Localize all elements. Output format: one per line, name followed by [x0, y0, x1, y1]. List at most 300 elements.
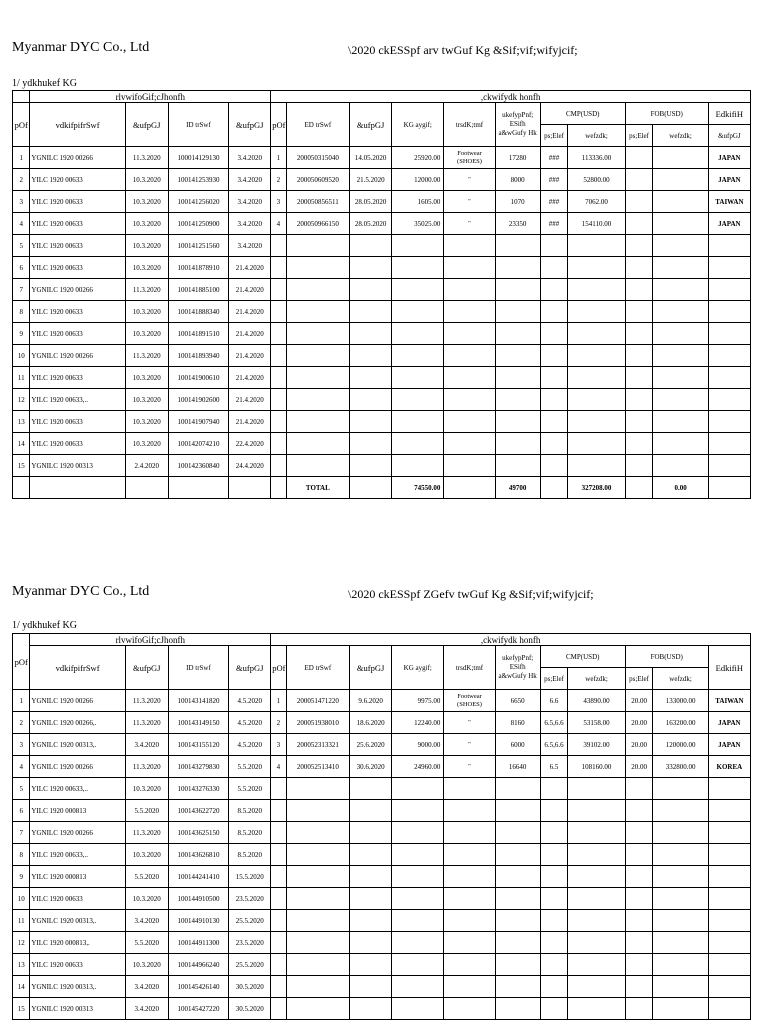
cmp-rate [540, 345, 568, 367]
ed-date [350, 998, 392, 1020]
row-number: 7 [13, 279, 30, 301]
ed-row-number: 3 [271, 734, 286, 756]
country [708, 455, 750, 477]
cmp-rate: 6.6 [540, 690, 568, 712]
ed-number [286, 455, 350, 477]
cmp-rate [540, 778, 568, 800]
quantity: 6000 [495, 734, 540, 756]
id-date: 5.5.2020 [229, 778, 271, 800]
cmp-rate: 6.5,6.6 [540, 712, 568, 734]
fob-value [653, 213, 708, 235]
item-type [444, 411, 495, 433]
fob-value [653, 389, 708, 411]
weight-kg: 9975.00 [392, 690, 444, 712]
id-number: 100143149150 [168, 712, 228, 734]
quantity: 16640 [495, 756, 540, 778]
license-number: YILC 1920 00633 [30, 169, 125, 191]
weight-kg: 25920.00 [392, 147, 444, 169]
cmp-rate: 6.5 [540, 756, 568, 778]
ed-row-number [271, 778, 286, 800]
country [708, 822, 750, 844]
row-number: 10 [13, 345, 30, 367]
cmp-rate [540, 279, 568, 301]
table-row [13, 213, 751, 235]
quantity [495, 954, 540, 976]
quantity [495, 279, 540, 301]
cmp-value [568, 257, 625, 279]
ed-number [286, 235, 350, 257]
cmp-value [568, 367, 625, 389]
table-row [13, 433, 751, 455]
fob-value: 163200.00 [653, 712, 708, 734]
weight-kg [392, 800, 444, 822]
row-number: 13 [13, 954, 30, 976]
col-header-date: &ufpGJ [229, 103, 271, 147]
col-header-no: pOf [271, 646, 286, 690]
cmp-rate [540, 822, 568, 844]
license-number: YILC 1920 00633 [30, 257, 125, 279]
license-date: 10.3.2020 [125, 888, 168, 910]
col-header-no: pOf [13, 634, 30, 690]
table-row [13, 712, 751, 734]
fob-value [653, 455, 708, 477]
weight-kg: 1605.00 [392, 191, 444, 213]
quantity [495, 932, 540, 954]
ed-number [286, 866, 350, 888]
id-number: 100141878910 [168, 257, 228, 279]
item-type: " [444, 169, 495, 191]
fob-rate [625, 433, 653, 455]
weight-kg: 35025.00 [392, 213, 444, 235]
row-number: 14 [13, 976, 30, 998]
fob-rate [625, 888, 653, 910]
fob-value [653, 235, 708, 257]
license-number: YGNILC 1920 00313,. [30, 910, 125, 932]
fob-value: 120000.00 [653, 734, 708, 756]
id-number: 100143276330 [168, 778, 228, 800]
cmp-rate [540, 800, 568, 822]
total-row [13, 477, 751, 499]
item-type [444, 954, 495, 976]
table-row [13, 910, 751, 932]
id-date: 25.5.2020 [229, 910, 271, 932]
license-date: 10.3.2020 [125, 433, 168, 455]
id-date: 21.4.2020 [229, 323, 271, 345]
col-header-kg: KG aygif; [392, 646, 444, 690]
col-header-country-date: &ufpGJ [708, 125, 750, 147]
group-header-left: rlvwifoGif;cJhonfh [30, 91, 271, 103]
ed-number [286, 800, 350, 822]
ed-row-number [271, 866, 286, 888]
item-type [444, 433, 495, 455]
id-date: 5.5.2020 [229, 756, 271, 778]
item-type: Footwear (SHOES) [444, 147, 495, 169]
ed-row-number [271, 235, 286, 257]
quantity [495, 455, 540, 477]
cmp-value [568, 932, 625, 954]
ed-date [350, 844, 392, 866]
quantity [495, 976, 540, 998]
ed-date: 28.05.2020 [350, 191, 392, 213]
id-date: 3.4.2020 [229, 147, 271, 169]
quantity [495, 866, 540, 888]
ed-number [286, 954, 350, 976]
table-body [13, 690, 751, 1020]
id-number: 100141256020 [168, 191, 228, 213]
row-number: 12 [13, 932, 30, 954]
fob-rate [625, 169, 653, 191]
total-label: TOTAL [286, 477, 350, 499]
id-date: 8.5.2020 [229, 822, 271, 844]
ed-row-number [271, 932, 286, 954]
fob-rate [625, 279, 653, 301]
id-date: 30.5.2020 [229, 976, 271, 998]
ed-row-number [271, 822, 286, 844]
ed-row-number [271, 455, 286, 477]
fob-rate: 20.00 [625, 756, 653, 778]
fob-rate [625, 998, 653, 1020]
ed-number [286, 888, 350, 910]
license-date: 5.5.2020 [125, 932, 168, 954]
country: JAPAN [708, 712, 750, 734]
country [708, 998, 750, 1020]
license-number: YILC 1920 00633 [30, 301, 125, 323]
weight-kg [392, 433, 444, 455]
ed-row-number [271, 367, 286, 389]
id-date: 22.4.2020 [229, 433, 271, 455]
license-number: YILC 1920 000813,. [30, 932, 125, 954]
ed-number [286, 844, 350, 866]
license-date: 10.3.2020 [125, 844, 168, 866]
license-number: YILC 1920 00633,.. [30, 844, 125, 866]
row-number: 6 [13, 800, 30, 822]
ed-row-number: 1 [271, 147, 286, 169]
cmp-rate [540, 844, 568, 866]
ed-row-number [271, 323, 286, 345]
col-header-id: ID trSwf [168, 103, 228, 147]
fob-rate [625, 411, 653, 433]
license-number: YILC 1920 00633,.. [30, 389, 125, 411]
quantity [495, 257, 540, 279]
item-type [444, 822, 495, 844]
col-header-fob: FOB(USD) [625, 646, 708, 668]
country [708, 257, 750, 279]
ed-row-number: 2 [271, 712, 286, 734]
item-type: " [444, 191, 495, 213]
cmp-rate [540, 455, 568, 477]
col-header-cmp-value: wefzdk; [568, 125, 625, 147]
section-2 [0, 570, 768, 1024]
table-row [13, 888, 751, 910]
weight-kg [392, 367, 444, 389]
cmp-rate [540, 888, 568, 910]
col-header-kg: KG aygif; [392, 103, 444, 147]
ed-number: 200050856511 [286, 191, 350, 213]
row-number: 15 [13, 455, 30, 477]
id-number: 100142360840 [168, 455, 228, 477]
id-number: 100141885100 [168, 279, 228, 301]
col-header-cmp-rate: ps;Elef [540, 125, 568, 147]
item-type [444, 888, 495, 910]
fob-value [653, 147, 708, 169]
ed-number [286, 323, 350, 345]
cmp-value: 113336.00 [568, 147, 625, 169]
item-type [444, 455, 495, 477]
quantity [495, 235, 540, 257]
ed-number [286, 778, 350, 800]
row-number: 5 [13, 235, 30, 257]
license-number: YILC 1920 00633 [30, 213, 125, 235]
ed-row-number [271, 910, 286, 932]
document-title: \2020 ckESSpf arv twGuf Kg &Sif;vif;wifyjcif; [348, 43, 578, 57]
weight-kg [392, 976, 444, 998]
cmp-value: 154110.00 [568, 213, 625, 235]
ed-row-number: 1 [271, 690, 286, 712]
ed-date [350, 279, 392, 301]
table-row [13, 690, 751, 712]
id-date: 3.4.2020 [229, 169, 271, 191]
ed-number [286, 932, 350, 954]
license-number: YGNILC 1920 00313,. [30, 976, 125, 998]
fob-rate [625, 367, 653, 389]
fob-rate [625, 866, 653, 888]
total-fob-value: 0.00 [653, 477, 708, 499]
ed-row-number: 4 [271, 756, 286, 778]
item-type [444, 345, 495, 367]
country [708, 954, 750, 976]
license-number: YILC 1920 00633 [30, 954, 125, 976]
cmp-value [568, 411, 625, 433]
table-row [13, 235, 751, 257]
col-header-ed: ED trSwf [286, 646, 350, 690]
cmp-rate [540, 367, 568, 389]
item-type: Footwear (SHOES) [444, 690, 495, 712]
id-date: 21.4.2020 [229, 367, 271, 389]
fob-value [653, 301, 708, 323]
country [708, 323, 750, 345]
cmp-value [568, 345, 625, 367]
fob-value [653, 866, 708, 888]
fob-value [653, 954, 708, 976]
weight-kg [392, 455, 444, 477]
col-header-cmp: CMP(USD) [540, 646, 625, 668]
ed-date [350, 411, 392, 433]
cmp-rate [540, 910, 568, 932]
row-number: 3 [13, 734, 30, 756]
license-number: YILC 1920 00633 [30, 323, 125, 345]
cmp-value [568, 910, 625, 932]
ed-row-number [271, 257, 286, 279]
ed-date [350, 455, 392, 477]
license-date: 10.3.2020 [125, 954, 168, 976]
fob-value [653, 844, 708, 866]
cmp-value: 52800.00 [568, 169, 625, 191]
item-type [444, 998, 495, 1020]
col-header-qty [495, 646, 540, 690]
ed-date: 28.05.2020 [350, 213, 392, 235]
cmp-rate [540, 954, 568, 976]
cmp-value [568, 323, 625, 345]
table-row [13, 954, 751, 976]
ed-number: 200051471220 [286, 690, 350, 712]
weight-kg [392, 257, 444, 279]
id-number: 100144966240 [168, 954, 228, 976]
cmp-value: 7062.00 [568, 191, 625, 213]
country [708, 778, 750, 800]
ed-row-number [271, 844, 286, 866]
fob-value [653, 323, 708, 345]
fob-rate [625, 191, 653, 213]
cmp-rate [540, 389, 568, 411]
cmp-rate [540, 998, 568, 1020]
ed-date [350, 367, 392, 389]
col-header-license: vdkifpifrSwf [30, 646, 125, 690]
license-number: YILC 1920 00633 [30, 191, 125, 213]
country [708, 844, 750, 866]
id-number: 100141907940 [168, 411, 228, 433]
license-number: YILC 1920 00633,.. [30, 778, 125, 800]
weight-kg [392, 345, 444, 367]
row-number: 2 [13, 169, 30, 191]
table-row [13, 257, 751, 279]
cmp-value [568, 954, 625, 976]
item-type [444, 279, 495, 301]
table-body [13, 147, 751, 477]
cmp-rate [540, 235, 568, 257]
total-kg: 74550.00 [392, 477, 444, 499]
section-subtitle: 1/ ydkhukef KG [12, 78, 77, 89]
cmp-value [568, 998, 625, 1020]
cmp-value [568, 976, 625, 998]
license-number: YILC 1920 00633 [30, 367, 125, 389]
id-number: 100143622720 [168, 800, 228, 822]
license-number: YGNILC 1920 00266 [30, 345, 125, 367]
table-row [13, 191, 751, 213]
cmp-rate [540, 301, 568, 323]
row-number: 1 [13, 147, 30, 169]
license-date: 11.3.2020 [125, 279, 168, 301]
id-date: 24.4.2020 [229, 455, 271, 477]
ed-row-number [271, 345, 286, 367]
col-header-date: &ufpGJ [350, 646, 392, 690]
license-date: 3.4.2020 [125, 910, 168, 932]
ed-row-number: 2 [271, 169, 286, 191]
license-number: YGNILC 1920 00266 [30, 279, 125, 301]
col-header-country: EdkifiH [708, 646, 750, 690]
fob-rate: 20.00 [625, 712, 653, 734]
ed-date: 9.6.2020 [350, 690, 392, 712]
col-header-no: pOf [271, 103, 286, 147]
row-number: 13 [13, 411, 30, 433]
ed-row-number [271, 411, 286, 433]
license-date: 10.3.2020 [125, 411, 168, 433]
table-row [13, 822, 751, 844]
id-number: 100143155120 [168, 734, 228, 756]
country [708, 367, 750, 389]
cmp-value: 108160.00 [568, 756, 625, 778]
col-header-qty [495, 103, 540, 147]
col-header-id: ID trSwf [168, 646, 228, 690]
cmp-rate [540, 323, 568, 345]
country [708, 345, 750, 367]
table-row [13, 323, 751, 345]
table-row [13, 800, 751, 822]
item-type: " [444, 756, 495, 778]
license-date: 11.3.2020 [125, 822, 168, 844]
fob-value [653, 257, 708, 279]
weight-kg [392, 389, 444, 411]
cmp-value [568, 888, 625, 910]
fob-value [653, 279, 708, 301]
weight-kg [392, 866, 444, 888]
col-header-item: trsdK;tmf [444, 646, 495, 690]
ed-date [350, 910, 392, 932]
cmp-value: 39102.00 [568, 734, 625, 756]
group-header-right: ,ckwifydk honfh [271, 634, 751, 646]
id-date: 23.5.2020 [229, 932, 271, 954]
table-row [13, 169, 751, 191]
fob-value [653, 169, 708, 191]
license-number: YGNILC 1920 00313 [30, 455, 125, 477]
license-date: 11.3.2020 [125, 147, 168, 169]
cmp-rate [540, 433, 568, 455]
country [708, 932, 750, 954]
id-date: 3.4.2020 [229, 235, 271, 257]
country [708, 389, 750, 411]
id-date: 25.5.2020 [229, 954, 271, 976]
id-number: 100014129130 [168, 147, 228, 169]
table-row [13, 844, 751, 866]
country: JAPAN [708, 213, 750, 235]
license-date: 5.5.2020 [125, 800, 168, 822]
weight-kg [392, 998, 444, 1020]
weight-kg [392, 411, 444, 433]
fob-rate [625, 976, 653, 998]
id-number: 100144910130 [168, 910, 228, 932]
table-row [13, 147, 751, 169]
id-number: 100141251560 [168, 235, 228, 257]
id-date: 4.5.2020 [229, 734, 271, 756]
ed-date: 21.5.2020 [350, 169, 392, 191]
fob-rate [625, 954, 653, 976]
ed-date [350, 800, 392, 822]
ed-date: 18.6.2020 [350, 712, 392, 734]
item-type [444, 778, 495, 800]
fob-value [653, 998, 708, 1020]
col-header-qty-top: ukefypPnf; [502, 654, 534, 662]
quantity [495, 323, 540, 345]
fob-value [653, 910, 708, 932]
id-date: 8.5.2020 [229, 844, 271, 866]
cmp-rate [540, 932, 568, 954]
quantity [495, 844, 540, 866]
license-date: 10.3.2020 [125, 257, 168, 279]
row-number: 3 [13, 191, 30, 213]
fob-value [653, 191, 708, 213]
country: TAIWAN [708, 191, 750, 213]
country [708, 433, 750, 455]
cmp-value [568, 433, 625, 455]
item-type [444, 932, 495, 954]
weight-kg [392, 932, 444, 954]
company-name: Myanmar DYC Co., Ltd [12, 584, 150, 599]
fob-value [653, 411, 708, 433]
ed-date: 25.6.2020 [350, 734, 392, 756]
id-number: 100143279830 [168, 756, 228, 778]
weight-kg [392, 954, 444, 976]
license-number: YGNILC 1920 00266 [30, 756, 125, 778]
ed-date [350, 345, 392, 367]
